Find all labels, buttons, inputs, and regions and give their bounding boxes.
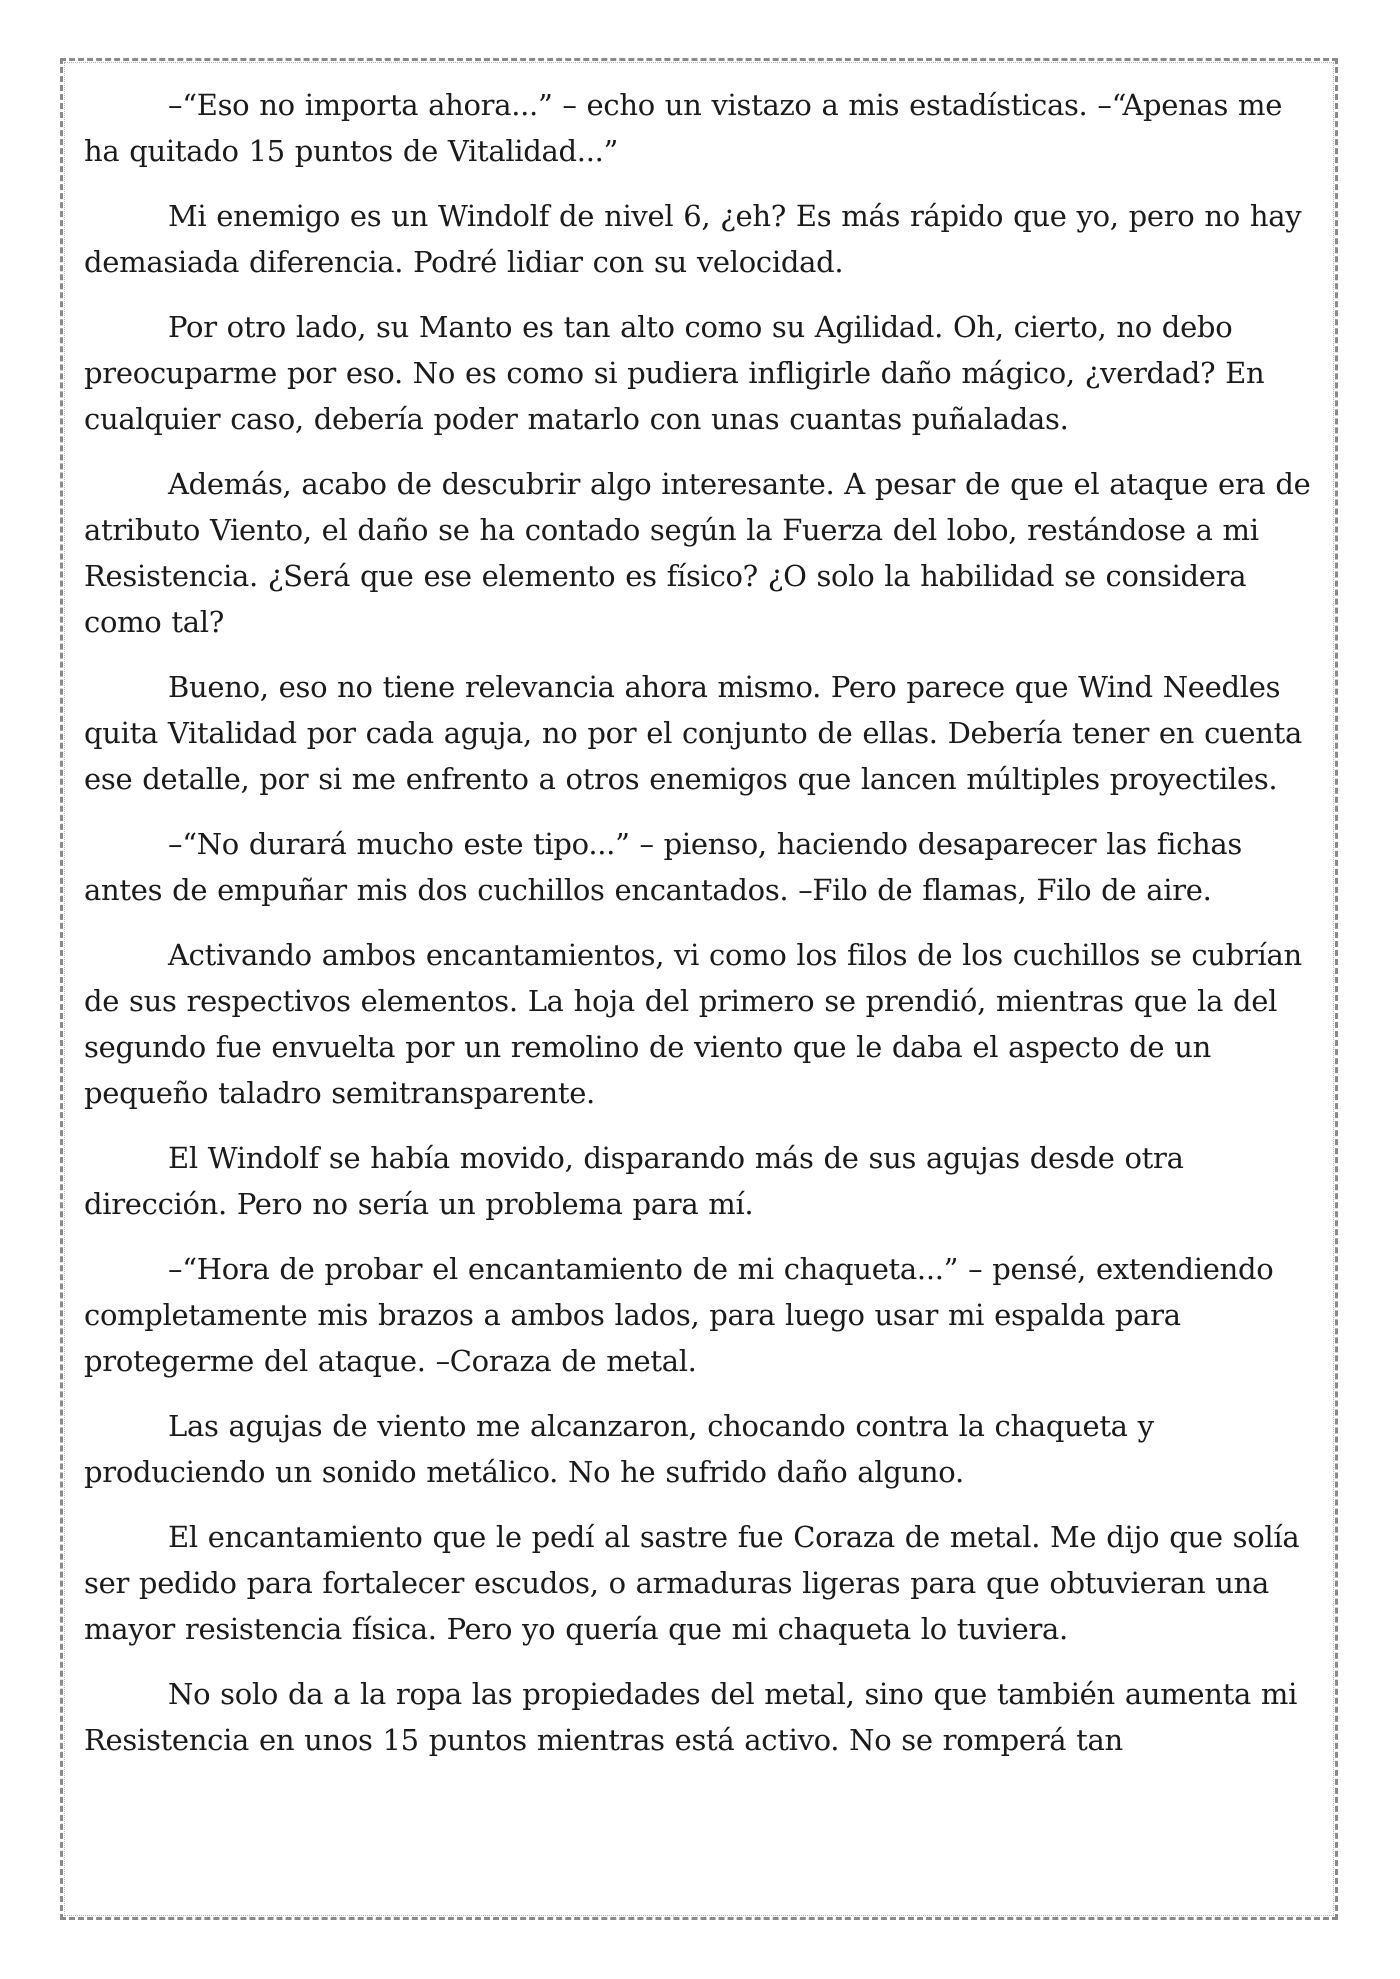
paragraph: Además, acabo de descubrir algo interesante. A pesar de que el ataque era de atributo Viento, el daño se ha contado según la Fuerza del lobo, restándose a mi Resistencia. ¿Será que ese elemento es físico? ¿O solo la habilidad se considera como tal? [84,467,1311,639]
paragraph: Por otro lado, su Manto es tan alto como su Agilidad. Oh, cierto, no debo preocuparme por eso. No es como si pudiera infligirle daño mágico, ¿verdad? En cualquier caso, debería poder matarlo con unas cuantas puñaladas. [84,310,1265,436]
paragraph: No solo da a la ropa las propiedades del metal, sino que también aumenta mi Resistencia en unos 15 puntos mientras está activo. No se romperá tan [84,1677,1298,1757]
paragraph: –“Eso no importa ahora...” – echo un vistazo a mis estadísticas. –“Apenas me ha quitado 15 puntos de Vitalidad...” [84,88,1283,168]
document-body [84,82,1324,1782]
paragraph: Mi enemigo es un Windolf de nivel 6, ¿eh? Es más rápido que yo, pero no hay demasiada diferencia. Podré lidiar con su velocidad. [84,199,1302,279]
paragraph: El encantamiento que le pedí al sastre fue Coraza de metal. Me dijo que solía ser pedido para fortalecer escudos, o armaduras ligeras para que obtuvieran una mayor resistencia física. Pero yo quería que mi chaqueta lo tuviera. [84,1520,1300,1646]
paragraph: –“No durará mucho este tipo...” – pienso, haciendo desaparecer las fichas antes de empuñar mis dos cuchillos encantados. –Filo de flamas, Filo de aire. [84,827,1243,907]
paragraph: Las agujas de viento me alcanzaron, chocando contra la chaqueta y produciendo un sonido metálico. No he sufrido daño alguno. [84,1409,1154,1489]
paragraph: Bueno, eso no tiene relevancia ahora mismo. Pero parece que Wind Needles quita Vitalidad por cada aguja, no por el conjunto de ellas. Debería tener en cuenta ese detalle, por si me enfrento a otros enemigos que lancen múltiples proyectiles. [84,670,1302,796]
paragraph: El Windolf se había movido, disparando más de sus agujas desde otra dirección. Pero no sería un problema para mí. [84,1141,1184,1221]
paragraph: Activando ambos encantamientos, vi como los filos de los cuchillos se cubrían de sus respectivos elementos. La hoja del primero se prendió, mientras que la del segundo fue envuelta por un remolino de viento que le daba el aspecto de un pequeño taladro semitransparente. [84,938,1302,1110]
paragraph: –“Hora de probar el encantamiento de mi chaqueta...” – pensé, extendiendo completamente mis brazos a ambos lados, para luego usar mi espalda para protegerme del ataque. –Coraza de metal. [84,1252,1274,1378]
